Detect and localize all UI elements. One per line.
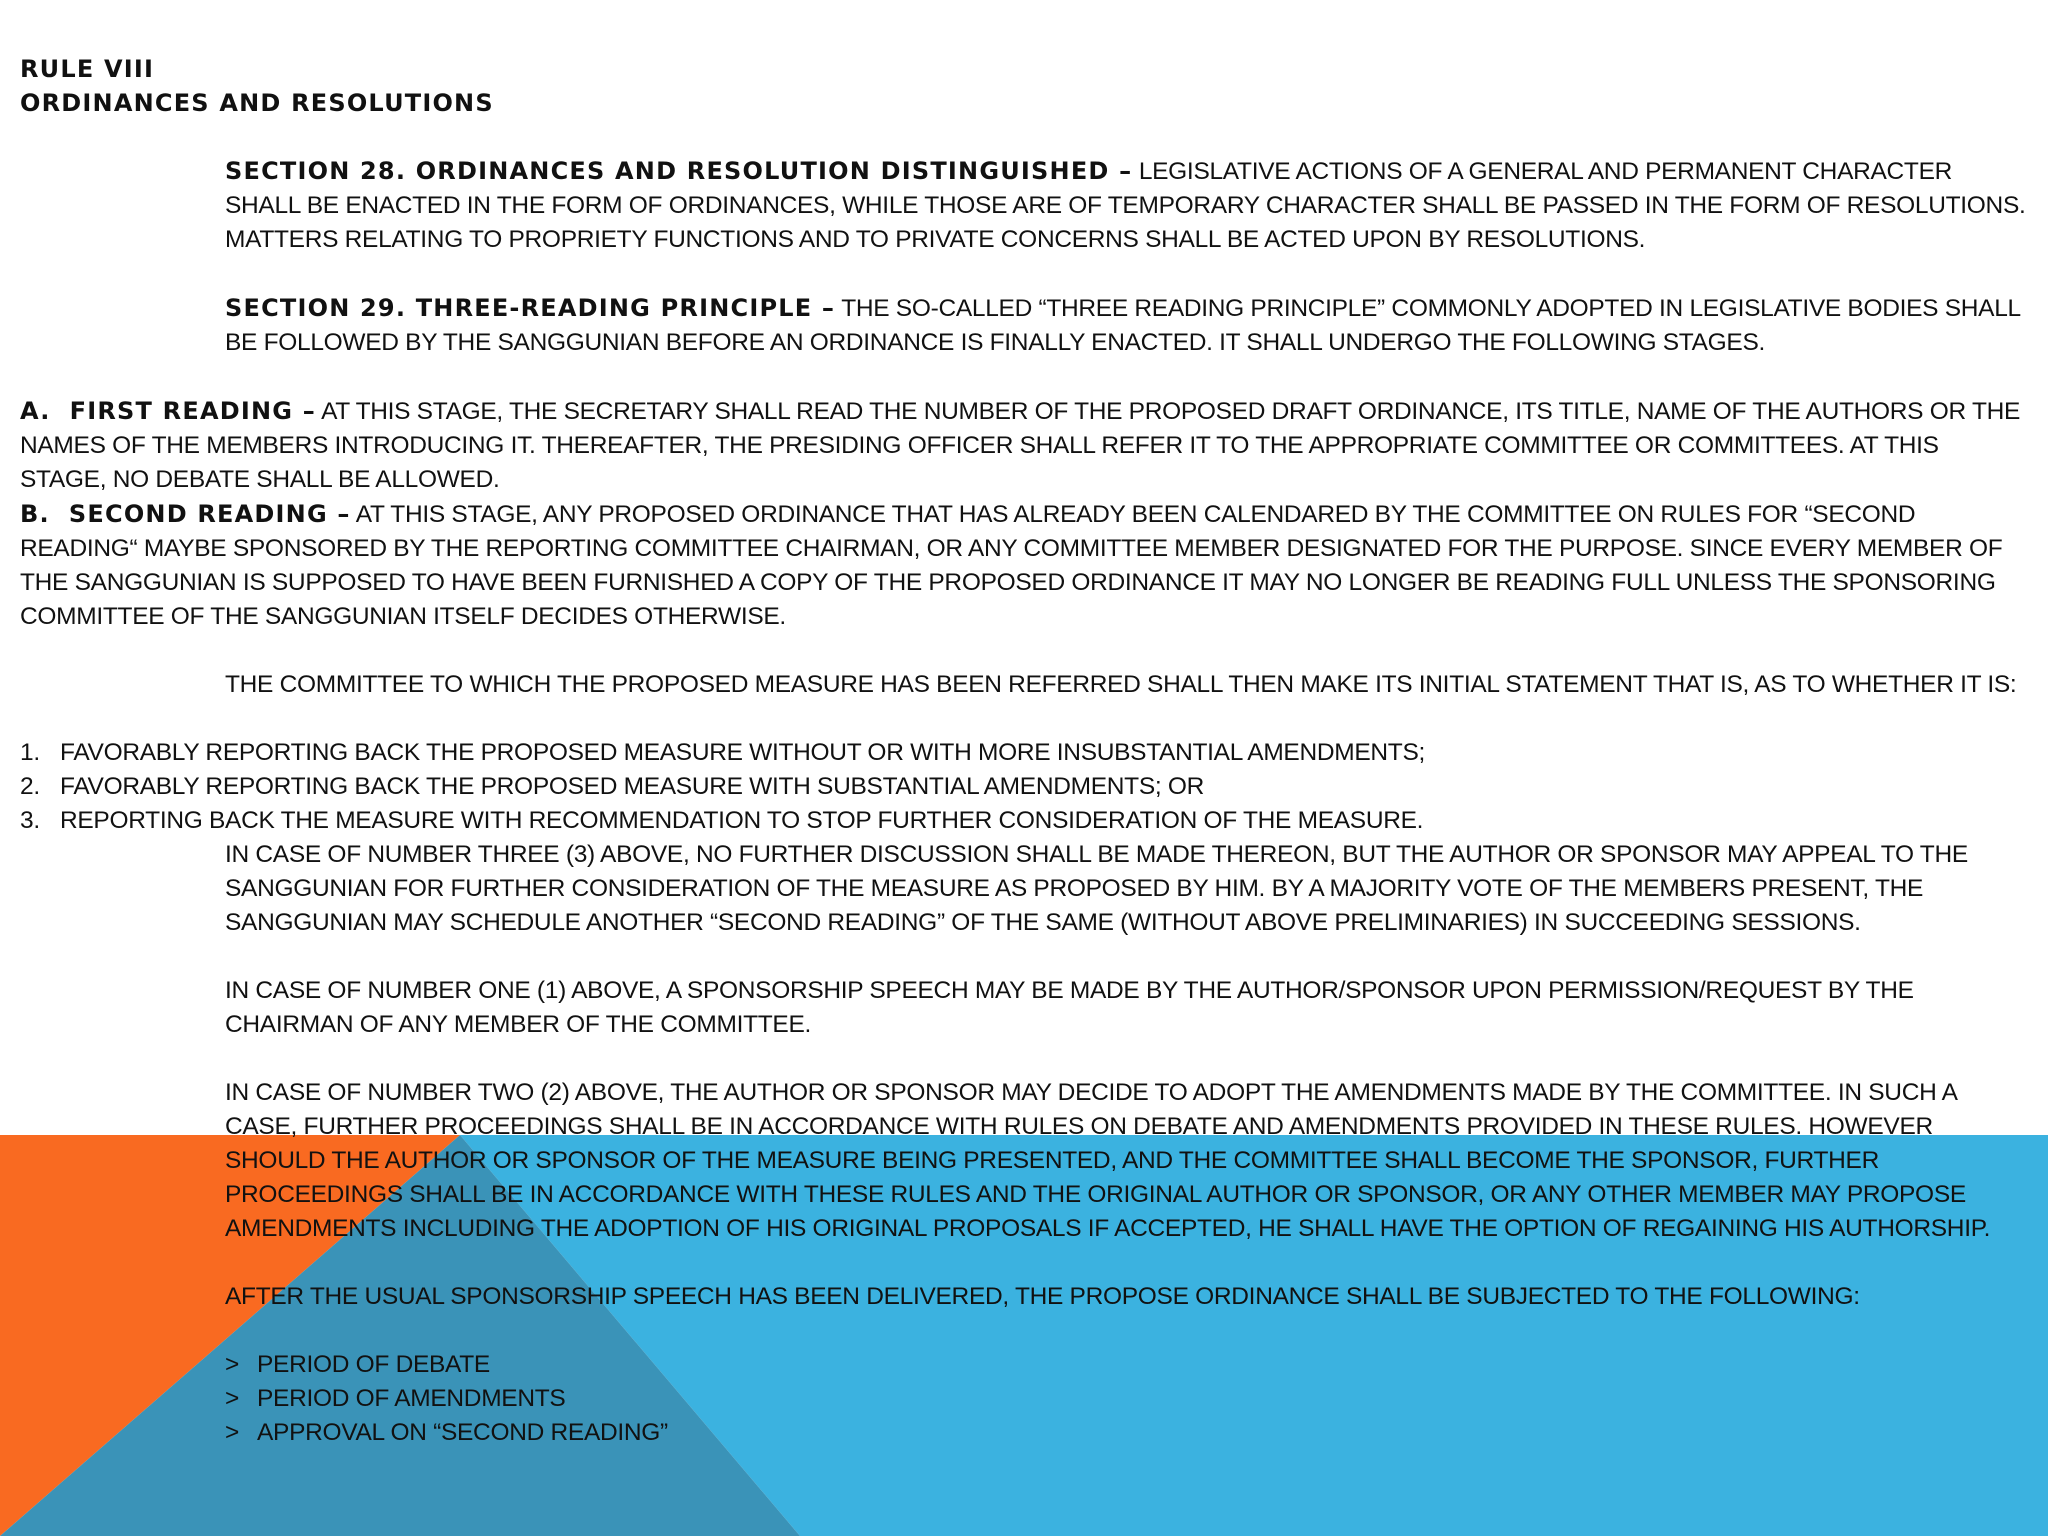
rule-title: RULE VIII xyxy=(20,55,155,83)
after-speech-paragraph: AFTER THE USUAL SPONSORSHIP SPEECH HAS BEEN DELIVERED, THE PROPOSE ORDINANCE SHALL BE SUBJECTED TO THE FOLLOWING: xyxy=(225,1283,1860,1310)
section-29-heading: SECTION 29. THREE-READING PRINCIPLE – xyxy=(225,294,836,322)
first-reading-text: AT THIS STAGE, THE SECRETARY SHALL READ THE NUMBER OF THE PROPOSED DRAFT ORDINANCE, ITS TITLE, NAME OF THE AUTHORS OR THE NAMES OF THE MEMBERS INTRODUCING IT. THEREAFTER, THE PRESIDING OFFICER SHALL REFER IT TO THE APPROPRIATE COMMITTEE OR COMMITTEES. AT THIS STAGE, NO DEBATE SHALL BE ALLOWED. xyxy=(20,398,2021,493)
case-three-paragraph: IN CASE OF NUMBER THREE (3) ABOVE, NO FURTHER DISCUSSION SHALL BE MADE THEREON, BUT THE AUTHOR OR SPONSOR MAY APPEAL TO THE SANGGUNIAN FOR FURTHER CONSIDERATION OF THE MEASURE AS PROPOSED BY HIM. BY A MAJORITY VOTE OF THE MEMBERS PRESENT, THE SANGGUNIAN MAY SCHEDULE ANOTHER “SECOND READING” OF THE SAME (WITHOUT ABOVE PRELIMINARIES) IN SUCCEEDING SESSIONS. xyxy=(225,841,1968,936)
first-reading-heading: A. FIRST READING – xyxy=(20,397,316,425)
option-number: 2. xyxy=(20,773,40,800)
list-item xyxy=(20,770,2030,804)
rule-subtitle: ORDINANCES AND RESOLUTIONS xyxy=(20,89,494,117)
option-text: REPORTING BACK THE MEASURE WITH RECOMMENDATION TO STOP FURTHER CONSIDERATION OF THE MEASURE. xyxy=(60,807,1424,834)
list-item xyxy=(20,736,2030,770)
second-reading-paragraph xyxy=(20,497,2030,634)
list-item xyxy=(20,804,2030,838)
second-reading-heading: B. SECOND READING – xyxy=(20,500,351,528)
section-28-paragraph xyxy=(20,154,2030,257)
committee-statement-paragraph: THE COMMITTEE TO WHICH THE PROPOSED MEASURE HAS BEEN REFERRED SHALL THEN MAKE ITS INITIAL STATEMENT THAT IS, AS TO WHETHER IT IS: xyxy=(225,671,2017,698)
period-text: APPROVAL ON “SECOND READING” xyxy=(257,1419,668,1446)
list-item xyxy=(225,1382,2030,1416)
section-28-text: LEGISLATIVE ACTIONS OF A GENERAL AND PERMANENT CHARACTER SHALL BE ENACTED IN THE FORM OF ORDINANCES, WHILE THOSE ARE OF TEMPORARY CHARACTER SHALL BE PASSED IN THE FORM OF RESOLUTIONS. MATTERS RELATING TO PROPRIETY FUNCTIONS AND TO PRIVATE CONCERNS SHALL BE ACTED UPON BY RESOLUTIONS. xyxy=(225,158,2026,253)
option-text: FAVORABLY REPORTING BACK THE PROPOSED MEASURE WITHOUT OR WITH MORE INSUBSTANTIAL AMENDMENTS; xyxy=(60,739,1426,766)
option-text: FAVORABLY REPORTING BACK THE PROPOSED MEASURE WITH SUBSTANTIAL AMENDMENTS; OR xyxy=(60,773,1205,800)
case-one-paragraph: IN CASE OF NUMBER ONE (1) ABOVE, A SPONSORSHIP SPEECH MAY BE MADE BY THE AUTHOR/SPONSOR UPON PERMISSION/REQUEST BY THE CHAIRMAN OF ANY MEMBER OF THE COMMITTEE. xyxy=(225,977,1914,1038)
list-item xyxy=(225,1348,2030,1382)
first-reading-paragraph xyxy=(20,394,2030,497)
chevron-bullet-icon: > xyxy=(225,1419,240,1446)
period-text: PERIOD OF DEBATE xyxy=(257,1351,490,1378)
section-29-text: THE SO-CALLED “THREE READING PRINCIPLE” COMMONLY ADOPTED IN LEGISLATIVE BODIES SHALL BE FOLLOWED BY THE SANGGUNIAN BEFORE AN ORDINANCE IS FINALLY ENACTED. IT SHALL UNDERGO THE FOLLOWING STAGES. xyxy=(225,295,2020,356)
chevron-bullet-icon: > xyxy=(225,1385,240,1412)
section-28-heading: SECTION 28. ORDINANCES AND RESOLUTION DISTINGUISHED – xyxy=(225,157,1133,185)
case-two-paragraph: IN CASE OF NUMBER TWO (2) ABOVE, THE AUTHOR OR SPONSOR MAY DECIDE TO ADOPT THE AMENDMENTS MADE BY THE COMMITTEE. IN SUCH A CASE, FURTHER PROCEEDINGS SHALL BE IN ACCORDANCE WITH RULES ON DEBATE AND AMENDMENTS PROVIDED IN THESE RULES. HOWEVER SHOULD THE AUTHOR OR SPONSOR OF THE MEASURE BEING PRESENTED, AND THE COMMITTEE SHALL BECOME THE SPONSOR, FURTHER PROCEEDINGS SHALL BE IN ACCORDANCE WITH THESE RULES AND THE ORIGINAL AUTHOR OR SPONSOR, OR ANY OTHER MEMBER MAY PROPOSE AMENDMENTS INCLUDING THE ADOPTION OF HIS ORIGINAL PROPOSALS IF ACCEPTED, HE SHALL HAVE THE OPTION OF REGAINING HIS AUTHORSHIP. xyxy=(225,1079,1991,1242)
second-reading-text: AT THIS STAGE, ANY PROPOSED ORDINANCE THAT HAS ALREADY BEEN CALENDARED BY THE COMMITTEE ON RULES FOR “SECOND READING“ MAYBE SPONSORED BY THE REPORTING COMMITTEE CHAIRMAN, OR ANY COMMITTEE MEMBER DESIGNATED FOR THE PURPOSE. SINCE EVERY MEMBER OF THE SANGGUNIAN IS SUPPOSED TO HAVE BEEN FURNISHED A COPY OF THE PROPOSED ORDINANCE IT MAY NO LONGER BE READING FULL UNLESS THE SPONSORING COMMITTEE OF THE SANGGUNIAN ITSELF DECIDES OTHERWISE. xyxy=(20,501,2003,630)
list-item xyxy=(225,1416,2030,1450)
slide-body xyxy=(20,52,2030,1450)
option-number: 3. xyxy=(20,807,40,834)
chevron-bullet-icon: > xyxy=(225,1351,240,1378)
period-text: PERIOD OF AMENDMENTS xyxy=(257,1385,566,1412)
periods-list xyxy=(20,1348,2030,1450)
section-29-paragraph xyxy=(20,291,2030,360)
committee-options-list xyxy=(20,736,2030,838)
option-number: 1. xyxy=(20,739,40,766)
